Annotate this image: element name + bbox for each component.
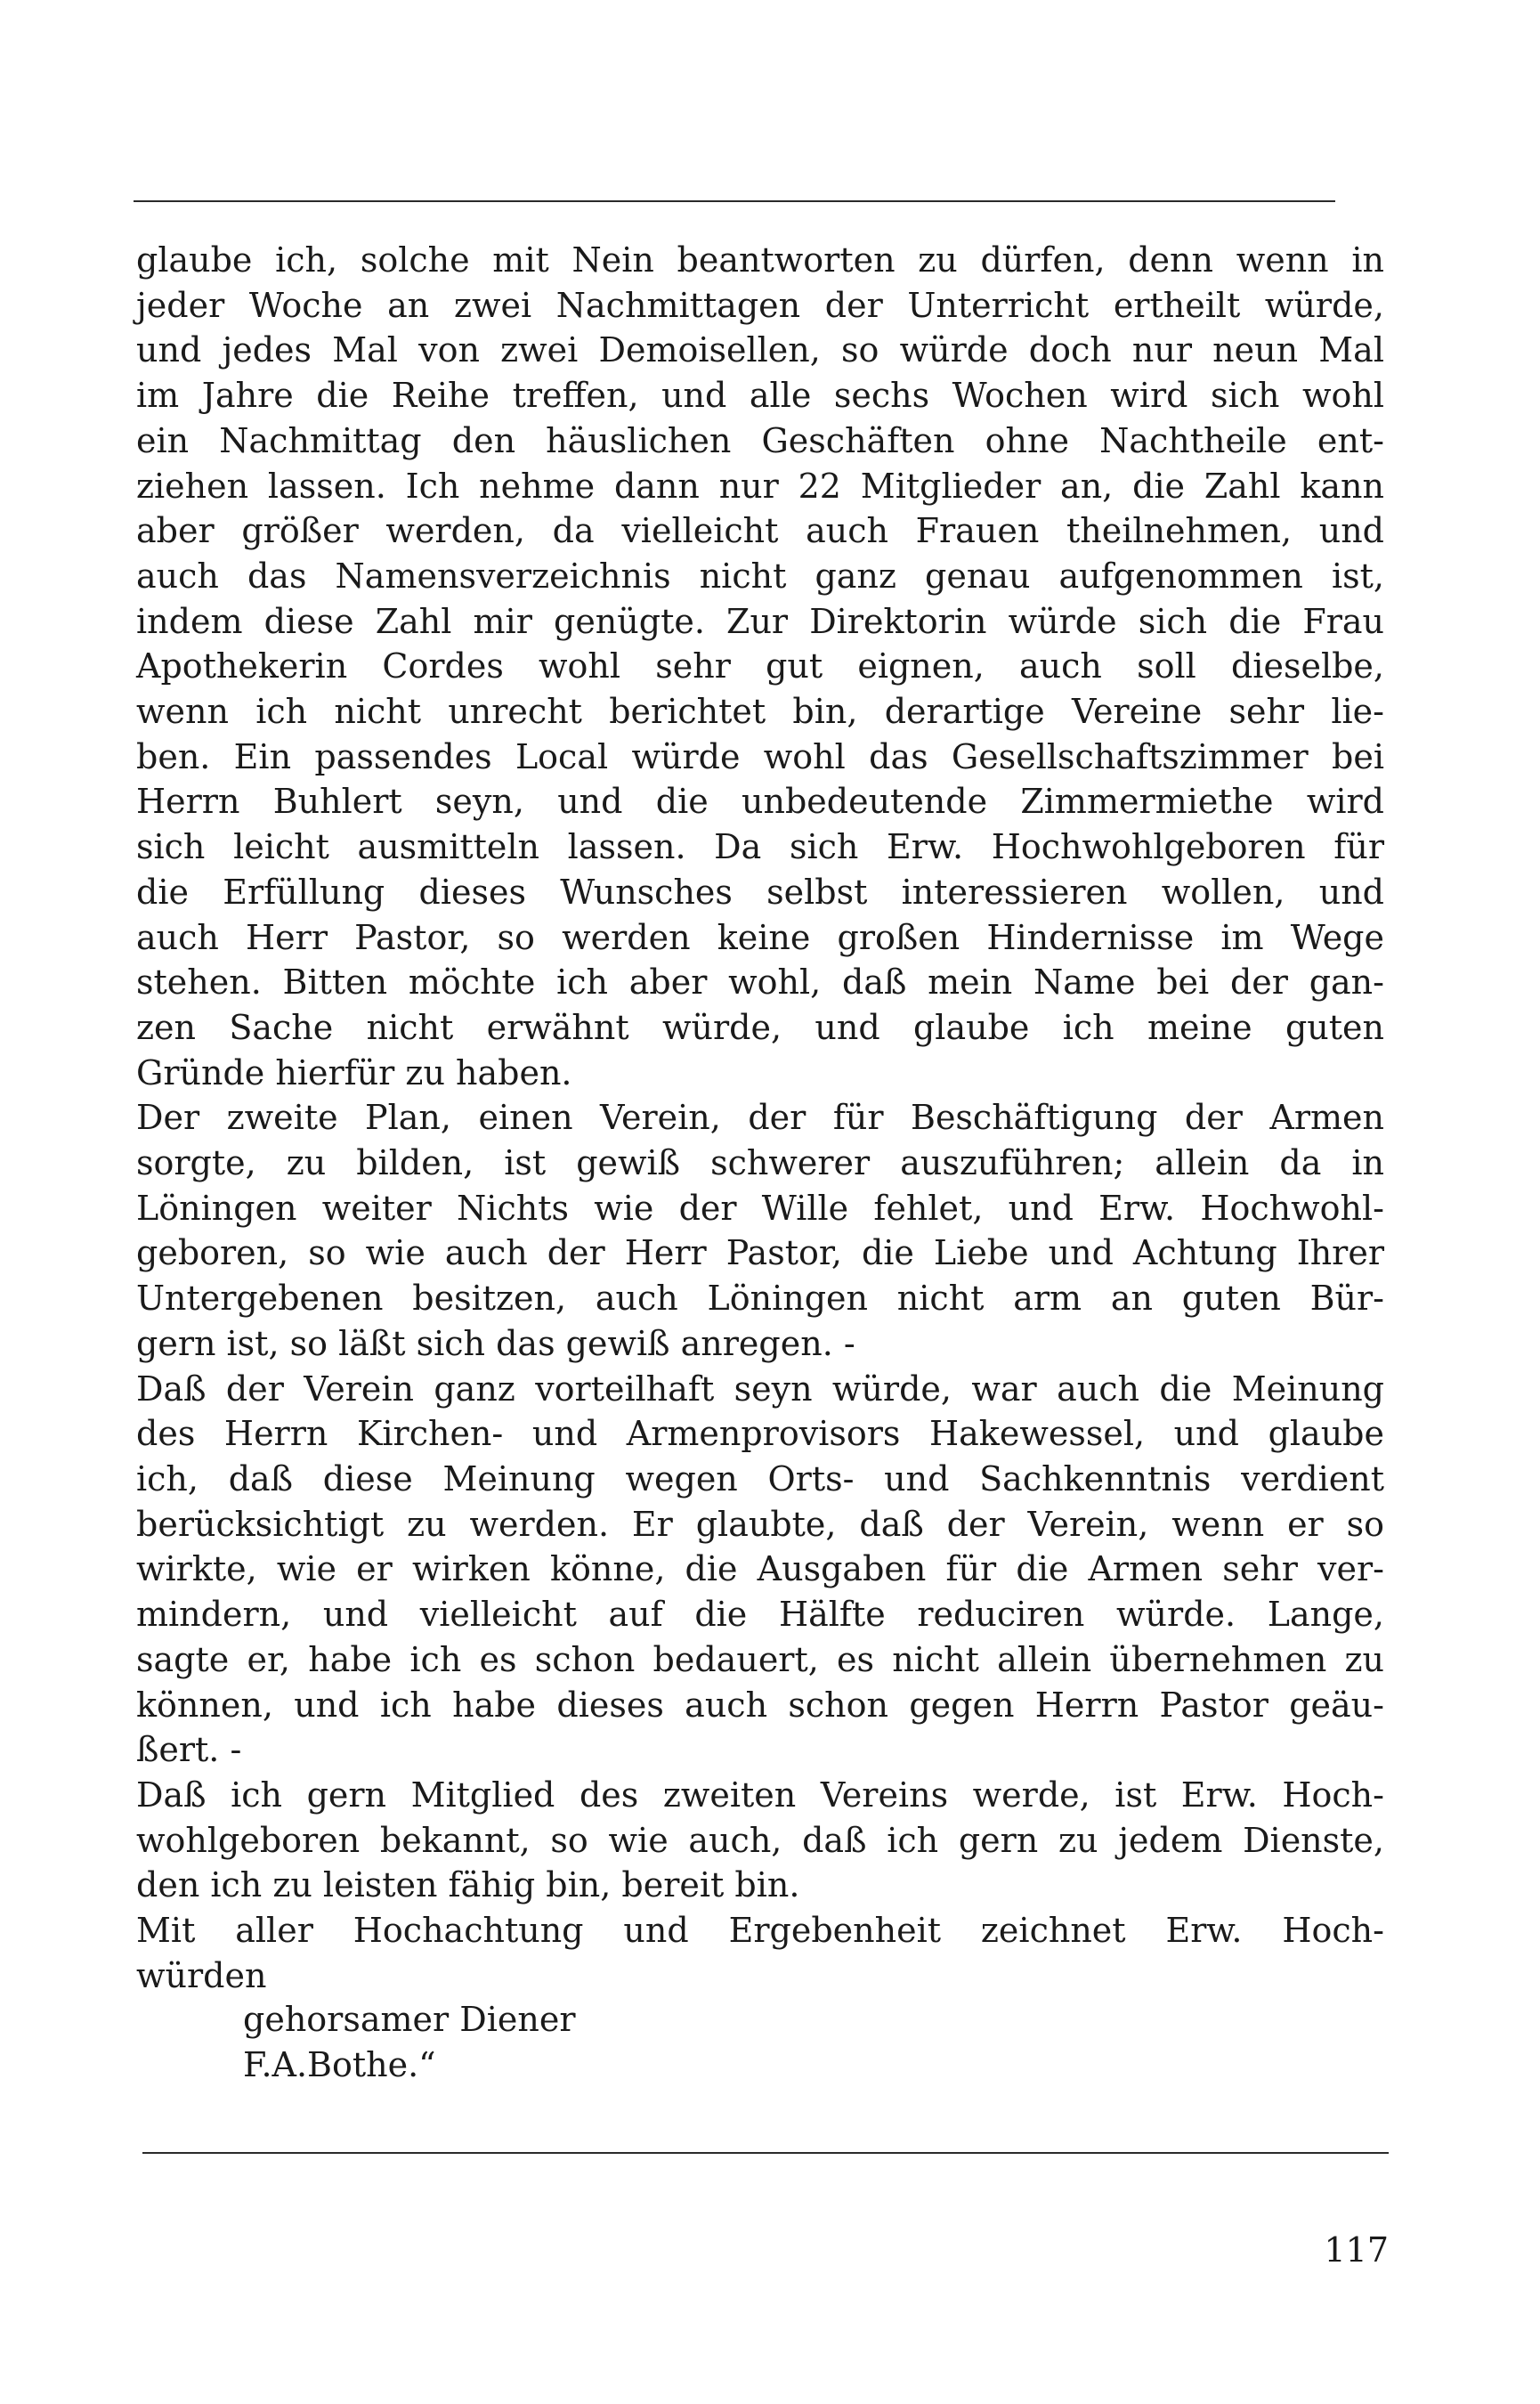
bottom-rule — [142, 2152, 1389, 2154]
paragraph — [136, 1773, 1384, 1908]
text-line: Herrn Buhlert seyn, und die unbedeutende Zimmermiethe wird — [136, 782, 1384, 822]
text-line: im Jahre die Reihe treffen, und alle sechs Wochen wird sich wohl — [136, 376, 1384, 416]
paragraph — [136, 1367, 1384, 1773]
text-line: auch das Namensverzeichnis nicht ganz genau aufgenommen ist, — [136, 556, 1384, 596]
text-line: glaube ich, solche mit Nein beantworten zu dürfen, denn wenn in — [136, 240, 1384, 280]
text-line: stehen. Bitten möchte ich aber wohl, daß mein Name bei der gan- — [136, 962, 1384, 1003]
paragraph — [136, 1908, 1384, 1998]
text-line: Gründe hierfür zu haben. — [136, 1052, 572, 1092]
text-line: würden — [136, 1955, 267, 1995]
text-line: sagte er, habe ich es schon bedauert, es nicht allein übernehmen zu — [136, 1639, 1384, 1679]
text-line: Apothekerin Cordes wohl sehr gut eignen, auch soll dieselbe, — [136, 646, 1384, 686]
text-line: jeder Woche an zwei Nachmittagen der Unterricht ertheilt würde, — [136, 285, 1384, 325]
text-line: Mit aller Hochachtung und Ergebenheit zeichnet Erw. Hoch- — [136, 1911, 1384, 1951]
text-line: Der zweite Plan, einen Verein, der für Beschäftigung der Armen — [136, 1098, 1384, 1138]
text-line: ich, daß diese Meinung wegen Orts- und Sachkenntnis verdient — [136, 1458, 1384, 1498]
page-number: 117 — [1324, 2230, 1389, 2270]
top-rule — [134, 200, 1335, 202]
text-line: gern ist, so läßt sich das gewiß anregen. - — [136, 1323, 855, 1363]
signature: F.A.Bothe.“ — [243, 2045, 436, 2084]
text-line: auch Herr Pastor, so werden keine großen Hindernisse im Wege — [136, 917, 1384, 957]
text-line: sorgte, zu bilden, ist gewiß schwerer auszuführen; allein da in — [136, 1143, 1384, 1183]
text-line: wohlgeboren bekannt, so wie auch, daß ich gern zu jedem Dienste, — [136, 1820, 1384, 1860]
paragraph — [136, 238, 1384, 1095]
text-line: ziehen lassen. Ich nehme dann nur 22 Mitglieder an, die Zahl kann — [136, 466, 1384, 506]
text-line: wenn ich nicht unrecht berichtet bin, derartige Vereine sehr lie- — [136, 692, 1384, 732]
text-line: mindern, und vielleicht auf die Hälfte reduciren würde. Lange, — [136, 1595, 1384, 1635]
text-line: sich leicht ausmitteln lassen. Da sich Erw. Hochwohlgeboren für — [136, 827, 1384, 867]
text-line: Untergebenen besitzen, auch Löningen nicht arm an guten Bür- — [136, 1279, 1384, 1319]
text-line: aber größer werden, da vielleicht auch Frauen theilnehmen, und — [136, 511, 1384, 551]
text-line: den ich zu leisten fähig bin, bereit bin. — [136, 1865, 800, 1905]
text-line: wirkte, wie er wirken könne, die Ausgaben für die Armen sehr ver- — [136, 1549, 1384, 1589]
text-line: können, und ich habe dieses auch schon gegen Herrn Pastor geäu- — [136, 1685, 1384, 1725]
text-line: berücksichtigt zu werden. Er glaubte, daß der Verein, wenn er so — [136, 1504, 1384, 1544]
text-line: des Herrn Kirchen- und Armenprovisors Hakewessel, und glaube — [136, 1414, 1384, 1454]
text-line: ein Nachmittag den häuslichen Geschäften ohne Nachtheile ent- — [136, 420, 1384, 460]
text-line: Daß ich gern Mitglied des zweiten Vereins werde, ist Erw. Hoch- — [136, 1775, 1384, 1815]
letter-body — [136, 238, 1384, 1998]
text-line: ßert. - — [136, 1730, 242, 1770]
text-line: Daß der Verein ganz vorteilhaft seyn würde, war auch die Meinung — [136, 1368, 1384, 1409]
text-line: geboren, so wie auch der Herr Pastor, die Liebe und Achtung Ihrer — [136, 1233, 1384, 1273]
text-line: und jedes Mal von zwei Demoisellen, so würde doch nur neun Mal — [136, 330, 1384, 370]
text-line: Löningen weiter Nichts wie der Wille fehlet, und Erw. Hochwohl- — [136, 1188, 1384, 1228]
text-line: indem diese Zahl mir genügte. Zur Direktorin würde sich die Frau — [136, 601, 1384, 641]
paragraph — [136, 1095, 1384, 1366]
text-line: die Erfüllung dieses Wunsches selbst interessieren wollen, und — [136, 872, 1384, 912]
text-line: ben. Ein passendes Local würde wohl das Gesellschaftszimmer bei — [136, 736, 1384, 776]
text-line: zen Sache nicht erwähnt würde, und glaube ich meine guten — [136, 1007, 1384, 1047]
closing-salutation: gehorsamer Diener — [243, 2000, 576, 2039]
